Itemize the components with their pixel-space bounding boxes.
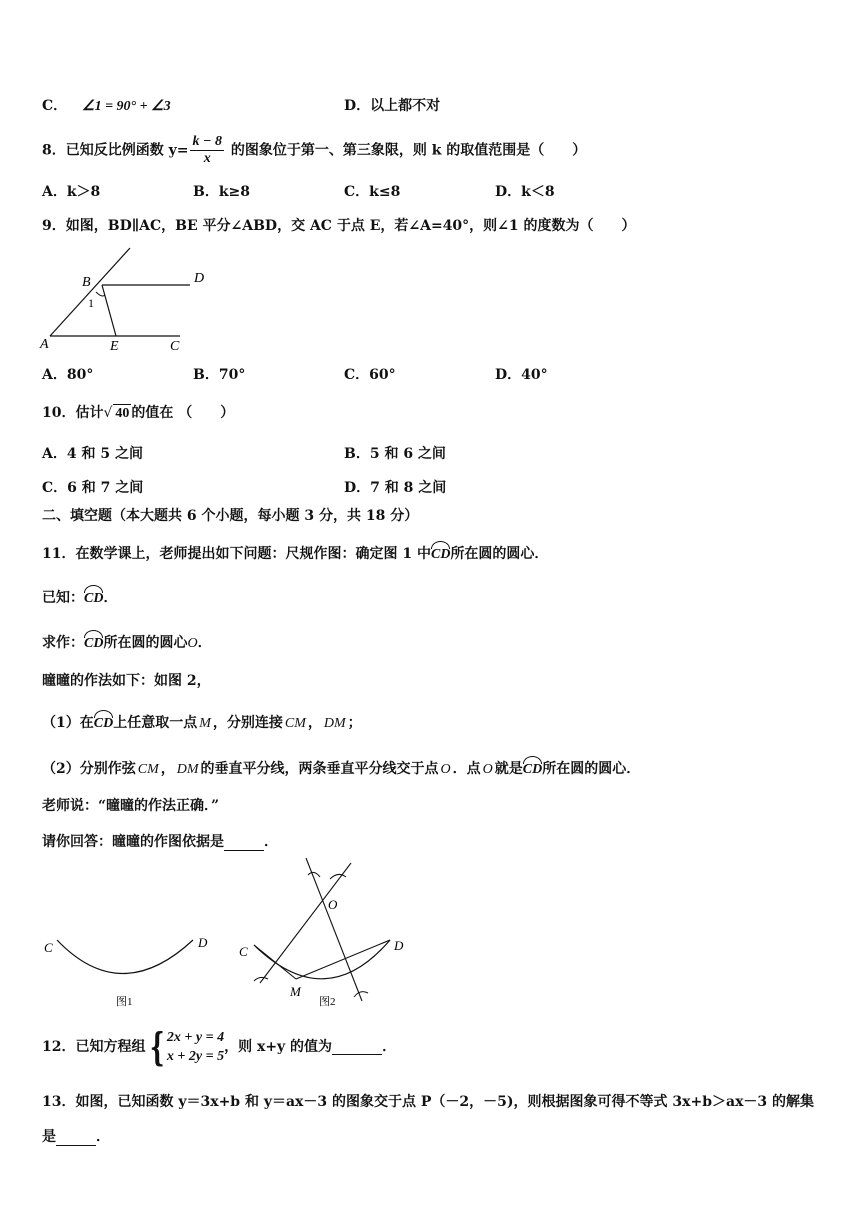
q8-suffix: 的图象位于第一、第三象限，则 k 的取值范围是（ ） [225,142,587,159]
q11-given-end: ． [103,590,118,606]
q11-step1-m: M [199,716,211,731]
q12-prefix: 12．已知方程组 [42,1039,146,1055]
q10-stem: 10．估计√ 40 的值在 （ ） [42,405,235,421]
q11-find-text: 所在圆的圆心 [103,635,188,651]
q11-step2-cm: CM [137,762,159,777]
fig2-arc [254,940,390,979]
fig1-caption: 图1 [116,996,133,1008]
fig1-label-c: C [44,940,53,955]
q11-figures [36,855,406,1015]
fig2-label-d: D [394,938,404,953]
q11-step1-dm: DM [323,716,346,731]
q11-given-label: 已知： [42,590,84,606]
q11-find [42,631,212,653]
fig2-label-o: O [328,897,338,912]
q8-option-c: C．k≤8 [344,184,401,200]
fig2-bisector-2 [306,858,362,1001]
q9-option-b: B．70° [193,367,246,383]
section-title: 二、填空题（本大题共 6 个小题，每小题 3 分，共 18 分） [42,508,419,524]
q11-given [42,586,117,608]
q11-find-label: 求作： [42,635,84,651]
q8-option-a: A．k＞8 [42,184,101,200]
fig2-arc-mark-2 [330,874,346,879]
q9-line-be [102,285,116,336]
q7-option-c-expr: ∠1 = 90° + ∠3 [82,99,171,114]
q8-prefix: 8．已知反比例函数 y= [42,142,189,159]
q8-option-d: D．k＜8 [495,184,555,200]
q9-option-c: C．60° [344,367,396,383]
fig1-label-d: D [198,935,208,950]
q8-frac-num: k − 8 [192,134,222,149]
q8-stem [42,134,586,167]
q11-step1 [42,711,362,733]
q10-option-b: B．5 和 6 之间 [344,446,446,462]
q10-option-d: D．7 和 8 之间 [344,480,447,496]
q9-label-d: D [194,271,205,286]
q11-step2-e: 所在圆的圆心． [542,761,641,777]
fig2-arc-mark-1 [308,872,320,877]
q13-line2-text: 是 [42,1129,56,1145]
q11-given-arc: CD [84,586,103,608]
fig2-caption: 图2 [319,996,336,1008]
q13-line2: 是 ． [42,1129,110,1145]
q11-step1-comma: ， [307,715,322,731]
q11-step2-dm: DM [176,762,199,777]
fig1-arc [57,940,193,974]
q11-arc-cd: CD [431,542,450,564]
q11-answer-blank[interactable] [224,850,264,851]
q13-answer-blank[interactable] [56,1145,96,1146]
q11-step1-c: ，分别连接 [212,715,283,731]
q12-answer-blank[interactable] [332,1054,382,1055]
q7-option-c [42,97,171,116]
q11-step2-a: （2）分别作弦 [42,761,136,777]
q11-teacher: 老师说：“曈曈的作法正确．” [42,798,220,814]
fig2-label-c: C [239,944,248,959]
q12-suffix: ，则 x+y 的值为 [224,1039,333,1055]
q12-stem: 12．已知方程组 { 2x + y = 4 x + 2y = 5 ，则 x+y 的值为 ． [42,1024,397,1069]
q11-find-arc: CD [84,631,103,653]
q11-line1 [42,542,548,564]
fig2-arc-mark-3 [254,977,268,981]
q10-suffix: 的值在 （ ） [131,405,235,421]
fig2-chord-cm [254,945,296,979]
q12-eq2: x + 2y = 5 [166,1049,225,1064]
q9-option-a: A．80° [42,367,94,383]
q11-step1-b: 上任意取一点 [113,715,198,731]
q8-frac-den: x [203,151,211,166]
q11-method: 曈曈的作法如下：如图 2， [42,673,211,689]
q11-step2-o1: O [440,762,451,777]
q11-step2-c: ．点 [452,761,481,777]
q9-line-ab [50,248,130,336]
q9-stem: 9．如图，BD∥AC，BE 平分∠ABD，交 AC 于点 E，若∠A=40°，则∠1 的度数为（ ） [42,218,636,234]
q11-step1-arc: CD [94,711,113,733]
q10-option-a: A．4 和 5 之间 [42,446,143,462]
q11-step2-b: 的垂直平分线，两条垂直平分线交于点 [200,761,439,777]
q11-step2-comma: ， [160,761,175,777]
q9-label-1: 1 [88,296,94,310]
fig2-arc-mark-4 [354,992,368,997]
q11-step2-d: 就是 [494,761,523,777]
q12-system [167,1028,224,1066]
q10-radicand: 40 [115,406,130,421]
q9-label-a: A [40,337,49,352]
q8-option-b: B．k≥8 [193,184,251,200]
q9-option-d: D．40° [495,367,548,383]
fig2-chord-dm [296,940,390,979]
q11-line1-a: 11．在数学课上，老师提出如下问题：尺规作图：确定图 1 中 [42,546,431,562]
q9-figure [38,244,218,354]
q12-brace: { [150,1024,166,1069]
q11-find-o: O [187,636,198,651]
q11-step2 [42,757,640,779]
fig2-label-m: M [290,984,301,999]
q9-label-c: C [170,339,180,354]
q10-prefix: 10．估计 [42,405,104,421]
q11-answer-text: 请你回答：曈曈的作图依据是 [42,834,224,850]
q11-step1-cm: CM [284,716,306,731]
q9-label-b: B [82,275,91,290]
q11-step2-arc: CD [523,757,542,779]
q11-step1-semicolon: ； [347,715,362,731]
q11-answer: 请你回答：曈曈的作图依据是 ． [42,834,278,850]
q7-option-c-label: C． [42,98,68,114]
q11-line1-b: 所在圆的圆心． [450,546,549,562]
q13-line1: 13．如图，已知函数 y＝3x+b 和 y＝ax－3 的图象交于点 P（－2，－5)，则根据图象可得不等式 3x+b＞ax－3 的解集 [42,1094,815,1110]
q11-find-end: ． [197,635,212,651]
fig2-bisector-1 [260,863,351,983]
q10-option-c: C．6 和 7 之间 [42,480,144,496]
q11-step1-a: （1）在 [42,715,94,731]
q7-option-d: D．以上都不对 [344,98,441,114]
q11-step2-o2: O [482,762,493,777]
q8-fraction [190,134,223,167]
q12-eq1: 2x + y = 4 [166,1030,225,1045]
q9-label-e: E [110,339,119,354]
